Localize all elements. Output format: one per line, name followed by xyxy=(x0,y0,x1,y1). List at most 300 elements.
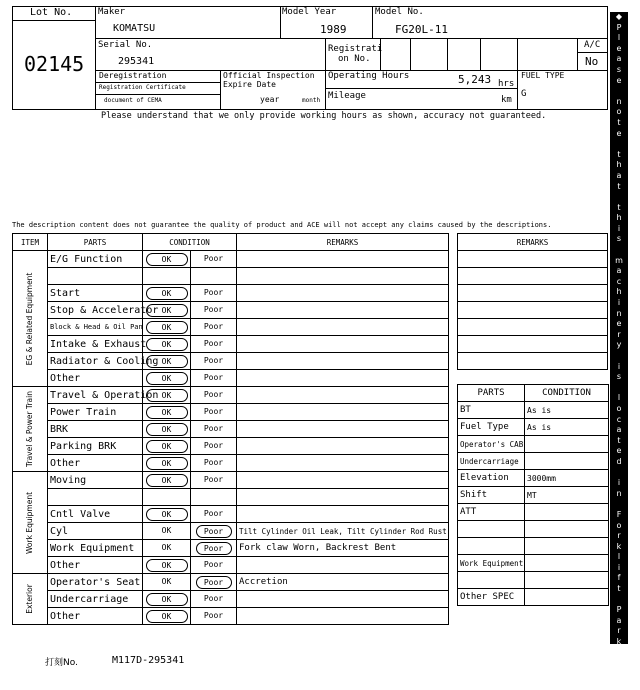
poor-circled: Poor xyxy=(196,542,232,555)
ok-circled: OK xyxy=(146,355,188,368)
sidebar-char: n xyxy=(616,658,622,668)
sidebar-char: c xyxy=(616,414,622,424)
remark-cell xyxy=(237,387,449,404)
ok-cell xyxy=(143,438,191,455)
spec-value: As is xyxy=(525,402,609,419)
part-name: Other xyxy=(48,370,143,387)
spec-value xyxy=(525,572,609,589)
sidebar-char: P xyxy=(616,605,622,615)
sidebar-char xyxy=(610,139,628,150)
sidebar-char: t xyxy=(617,181,621,191)
table-row xyxy=(13,523,449,540)
remark-cell xyxy=(237,404,449,421)
hours-notice: Please understand that we only provide working hours as shown, accuracy not guaranteed. xyxy=(101,111,547,121)
sidebar-char: l xyxy=(617,33,621,43)
spec-part: Work Equipment xyxy=(458,555,525,572)
poor-option: Poor xyxy=(203,475,224,484)
sidebar-char xyxy=(610,86,628,97)
sidebar-char: a xyxy=(616,54,622,64)
part-name: Other xyxy=(48,608,143,625)
part-name: BRK xyxy=(48,421,143,438)
poor-cell xyxy=(191,421,237,438)
condition-header: CONDITION xyxy=(143,234,237,251)
spec-value xyxy=(525,436,609,453)
sidebar-char: e xyxy=(616,446,622,456)
part-name: Other xyxy=(48,557,143,574)
part-name: Intake & Exhaust xyxy=(48,336,143,353)
ok-circled: OK xyxy=(146,559,188,572)
mileage-label: Mileage xyxy=(328,91,366,101)
spec-row xyxy=(458,538,609,555)
ac-value: No xyxy=(585,55,599,68)
ok-cell xyxy=(143,251,191,268)
sidebar-char: i xyxy=(617,298,621,308)
poor-option: Poor xyxy=(203,390,224,399)
spec-row xyxy=(458,555,609,572)
spec-part: Fuel Type xyxy=(458,419,525,436)
ok-cell xyxy=(143,285,191,302)
spec-part xyxy=(458,572,525,589)
poor-cell xyxy=(191,523,237,540)
spec-value xyxy=(525,521,609,538)
item-group-label: Travel & Power Train xyxy=(24,391,34,467)
part-name: Moving xyxy=(48,472,143,489)
ok-cell xyxy=(143,506,191,523)
table-row xyxy=(13,387,449,404)
ok-circled: OK xyxy=(146,287,188,300)
sidebar-char: o xyxy=(616,403,622,413)
operating-hours-label: Operating Hours xyxy=(328,71,410,81)
sidebar-char: t xyxy=(617,149,621,159)
ok-cell xyxy=(143,353,191,370)
sidebar-char: s xyxy=(616,234,622,244)
spec-value: MT xyxy=(525,487,609,504)
poor-option: Poor xyxy=(203,560,224,569)
parts-header: PARTS xyxy=(48,234,143,251)
part-name: E/G Function xyxy=(48,251,143,268)
sidebar-char: r xyxy=(617,329,621,339)
part-name: Power Train xyxy=(48,404,143,421)
sidebar-char: t xyxy=(617,117,621,127)
remark-cell: Tilt Cylinder Oil Leak, Tilt Cylinder Rod Rust xyxy=(237,523,449,540)
right-remarks-row xyxy=(458,319,608,336)
spec-value xyxy=(525,504,609,521)
sidebar-char: i xyxy=(617,647,621,657)
condition-table xyxy=(12,233,449,625)
ok-cell xyxy=(143,523,191,540)
poor-option: Poor xyxy=(203,509,224,518)
sidebar-char: k xyxy=(616,541,622,551)
sidebar-char: a xyxy=(616,425,622,435)
item-header: ITEM xyxy=(13,234,48,251)
spec-value xyxy=(525,589,609,606)
ok-option: OK xyxy=(161,577,172,586)
km-label: km xyxy=(501,95,512,105)
remark-cell xyxy=(237,319,449,336)
remark-cell xyxy=(237,472,449,489)
sidebar-char: n xyxy=(616,308,622,318)
sidebar-char xyxy=(610,351,628,362)
poor-cell xyxy=(191,268,237,285)
poor-cell xyxy=(191,489,237,506)
spec-row xyxy=(458,419,609,436)
sidebar-char: o xyxy=(616,520,622,530)
item-group-label: Exterior xyxy=(24,584,34,614)
item-group-cell xyxy=(13,472,48,574)
sidebar-char: e xyxy=(616,75,622,85)
table-row xyxy=(13,285,449,302)
table-row xyxy=(13,319,449,336)
poor-cell xyxy=(191,251,237,268)
part-name xyxy=(48,268,143,285)
spec-part xyxy=(458,521,525,538)
spec-row xyxy=(458,402,609,419)
sidebar-char xyxy=(610,192,628,203)
month-label: month xyxy=(302,97,321,104)
sidebar-char: o xyxy=(616,107,622,117)
sidebar-char: a xyxy=(616,170,622,180)
remark-cell xyxy=(237,370,449,387)
remark-cell xyxy=(237,251,449,268)
remark-cell xyxy=(237,336,449,353)
sidebar-char: a xyxy=(616,266,622,276)
ok-cell xyxy=(143,591,191,608)
fuel-type-label: FUEL TYPE xyxy=(521,71,565,80)
ok-circled: OK xyxy=(146,508,188,521)
ok-cell xyxy=(143,336,191,353)
poor-cell xyxy=(191,285,237,302)
sidebar-char: m xyxy=(615,255,623,265)
poor-cell xyxy=(191,336,237,353)
sidebar-char: F xyxy=(616,509,622,519)
table-row xyxy=(13,404,449,421)
sidebar-char: a xyxy=(616,615,622,625)
ok-cell xyxy=(143,370,191,387)
poor-cell xyxy=(191,302,237,319)
poor-cell xyxy=(191,370,237,387)
ac-label: A/C xyxy=(584,40,601,50)
poor-option: Poor xyxy=(203,407,224,416)
poor-option: Poor xyxy=(203,288,224,297)
sidebar-char: e xyxy=(616,128,622,138)
right-remarks-header: REMARKS xyxy=(458,234,608,251)
item-group-cell xyxy=(13,251,48,387)
remark-cell: Fork claw Worn, Backrest Bent xyxy=(237,540,449,557)
ok-option: OK xyxy=(161,526,172,535)
poor-cell xyxy=(191,353,237,370)
item-group-label: Work Equipment xyxy=(24,491,34,554)
sidebar-char: h xyxy=(616,160,622,170)
table-row xyxy=(13,574,449,591)
right-remarks-row xyxy=(458,251,608,268)
sidebar-char: i xyxy=(617,361,621,371)
poor-option: Poor xyxy=(203,594,224,603)
ok-cell xyxy=(143,455,191,472)
sidebar-char: t xyxy=(617,202,621,212)
part-name: Work Equipment xyxy=(48,540,143,557)
model-no-label: Model No. xyxy=(375,7,424,17)
year-label: year xyxy=(260,95,280,104)
ok-circled: OK xyxy=(146,253,188,266)
lot-no-label: Lot No. xyxy=(30,7,73,18)
remark-cell xyxy=(237,353,449,370)
sidebar-char: h xyxy=(616,287,622,297)
lot-no-value: 02145 xyxy=(24,52,85,76)
ok-cell xyxy=(143,574,191,591)
sidebar-char: g xyxy=(616,668,622,678)
spec-part: Shift xyxy=(458,487,525,504)
spec-row xyxy=(458,487,609,504)
spec-parts-header: PARTS xyxy=(458,385,525,402)
table-row xyxy=(13,438,449,455)
part-name: Cyl xyxy=(48,523,143,540)
sidebar-char: i xyxy=(617,223,621,233)
table-row xyxy=(13,268,449,285)
model-no-value: FG20L-11 xyxy=(395,23,448,36)
maker-value: KOMATSU xyxy=(113,23,156,34)
table-row xyxy=(13,506,449,523)
table-row xyxy=(13,591,449,608)
poor-cell xyxy=(191,438,237,455)
poor-cell xyxy=(191,319,237,336)
sidebar-char: r xyxy=(617,531,621,541)
poor-circled: Poor xyxy=(196,525,232,538)
remark-cell xyxy=(237,302,449,319)
poor-option: Poor xyxy=(203,441,224,450)
sidebar-char: n xyxy=(616,96,622,106)
ok-cell xyxy=(143,302,191,319)
remark-cell: Accretion xyxy=(237,574,449,591)
spec-condition-header: CONDITION xyxy=(525,385,609,402)
remark-cell xyxy=(237,438,449,455)
ok-cell xyxy=(143,472,191,489)
spec-value xyxy=(525,555,609,572)
sidebar-char: t xyxy=(617,584,621,594)
sidebar-char xyxy=(610,468,628,479)
sidebar-char xyxy=(610,595,628,606)
poor-cell xyxy=(191,472,237,489)
spec-row xyxy=(458,521,609,538)
ok-circled: OK xyxy=(146,406,188,419)
serial-no-value: 295341 xyxy=(118,56,155,67)
ok-cell xyxy=(143,268,191,285)
fuel-type-value: G xyxy=(521,89,527,99)
sidebar-char: l xyxy=(617,393,621,403)
ok-circled: OK xyxy=(146,474,188,487)
item-group-cell xyxy=(13,387,48,472)
sidebar-char: ◆ xyxy=(615,679,623,689)
sidebar-char: d xyxy=(616,456,622,466)
table-row xyxy=(13,557,449,574)
spec-row xyxy=(458,504,609,521)
registration-label-2: on No. xyxy=(338,54,371,64)
table-row xyxy=(13,421,449,438)
part-name: Stop & Accelerator xyxy=(48,302,143,319)
remark-cell xyxy=(237,608,449,625)
poor-cell xyxy=(191,608,237,625)
sidebar-char: y xyxy=(616,340,622,350)
table-row xyxy=(13,353,449,370)
part-name xyxy=(48,489,143,506)
part-name: Other xyxy=(48,455,143,472)
table-row xyxy=(13,608,449,625)
spec-table xyxy=(457,384,609,606)
poor-cell xyxy=(191,591,237,608)
right-remarks-row xyxy=(458,336,608,353)
table-row xyxy=(13,336,449,353)
table-row xyxy=(13,540,449,557)
ok-circled: OK xyxy=(146,440,188,453)
poor-option: Poor xyxy=(203,611,224,620)
sidebar-char xyxy=(610,245,628,256)
ok-option: OK xyxy=(161,543,172,552)
sidebar-char: f xyxy=(617,573,621,583)
remarks-header: REMARKS xyxy=(237,234,449,251)
ok-circled: OK xyxy=(146,593,188,606)
operating-hours-value: 5,243 xyxy=(458,73,492,86)
spec-part: Elevation xyxy=(458,470,525,487)
deregistration-label: Deregistration xyxy=(99,71,167,80)
table-row xyxy=(13,302,449,319)
serial-no-label: Serial No. xyxy=(98,40,153,50)
model-year-value: 1989 xyxy=(320,23,347,36)
poor-cell xyxy=(191,557,237,574)
remark-cell xyxy=(237,591,449,608)
spec-part: Operator's CAB xyxy=(458,436,525,453)
sidebar-char: e xyxy=(616,43,622,53)
table-row xyxy=(13,455,449,472)
ok-circled: OK xyxy=(146,610,188,623)
remark-cell xyxy=(237,455,449,472)
table-row xyxy=(13,370,449,387)
part-name: Undercarriage xyxy=(48,591,143,608)
spec-row xyxy=(458,589,609,606)
poor-option: Poor xyxy=(203,322,224,331)
table-row xyxy=(13,251,449,268)
spec-value: 3000mm xyxy=(525,470,609,487)
inspection-label: Official Inspection xyxy=(223,71,315,80)
sidebar-char xyxy=(610,383,628,394)
right-remarks-row xyxy=(458,302,608,319)
poor-option: Poor xyxy=(203,254,224,263)
sidebar-char: t xyxy=(617,435,621,445)
spec-part: BT xyxy=(458,402,525,419)
spec-value: As is xyxy=(525,419,609,436)
poor-option: Poor xyxy=(203,339,224,348)
ok-cell xyxy=(143,557,191,574)
location-notice-sidebar xyxy=(610,12,628,689)
part-name: Block & Head & Oil Pan xyxy=(48,319,143,336)
sidebar-char: s xyxy=(616,64,622,74)
sidebar-char: s xyxy=(616,372,622,382)
poor-cell xyxy=(191,574,237,591)
poor-option: Poor xyxy=(203,373,224,382)
right-remarks-table xyxy=(457,233,608,370)
spec-row xyxy=(458,572,609,589)
sidebar-char: i xyxy=(617,562,621,572)
inspection-label-2: Expire Date xyxy=(223,80,276,89)
ok-cell xyxy=(143,404,191,421)
hrs-label: hrs xyxy=(498,79,515,89)
part-name: Parking BRK xyxy=(48,438,143,455)
table-row xyxy=(13,472,449,489)
stamp-label: 打刻No. xyxy=(45,658,78,668)
part-name: Operator's Seat xyxy=(48,574,143,591)
ok-circled: OK xyxy=(146,338,188,351)
ok-circled: OK xyxy=(146,304,188,317)
description-notice: The description content does not guarantee the quality of product and ACE will not accept any claims caused by the descriptions. xyxy=(12,221,552,229)
poor-option: Poor xyxy=(203,356,224,365)
item-group-label: EG & Related Equipment xyxy=(24,272,34,365)
remark-cell xyxy=(237,489,449,506)
poor-circled: Poor xyxy=(196,576,232,589)
ok-cell xyxy=(143,387,191,404)
poor-option: Poor xyxy=(203,458,224,467)
spec-row xyxy=(458,436,609,453)
stamp-value: M117D-295341 xyxy=(112,655,185,666)
sidebar-char xyxy=(610,499,628,510)
sidebar-char: k xyxy=(616,637,622,647)
spec-value xyxy=(525,453,609,470)
ok-circled: OK xyxy=(146,389,188,402)
remark-cell xyxy=(237,268,449,285)
sidebar-char: n xyxy=(616,488,622,498)
ok-circled: OK xyxy=(146,423,188,436)
spec-part: Undercarriage xyxy=(458,453,525,470)
remark-cell xyxy=(237,421,449,438)
remark-cell xyxy=(237,285,449,302)
sidebar-char: P xyxy=(616,22,622,32)
cema-label: document of CEMA xyxy=(104,97,162,104)
remark-cell xyxy=(237,506,449,523)
ok-circled: OK xyxy=(146,457,188,470)
spec-value xyxy=(525,538,609,555)
registration-certificate-label: Registration Certificate xyxy=(99,84,186,91)
right-remarks-row xyxy=(458,353,608,370)
spec-part: Other SPEC xyxy=(458,589,525,606)
right-remarks-row xyxy=(458,268,608,285)
part-name: Travel & Operation xyxy=(48,387,143,404)
part-name: Start xyxy=(48,285,143,302)
right-remarks-row xyxy=(458,285,608,302)
item-group-cell xyxy=(13,574,48,625)
spec-row xyxy=(458,453,609,470)
ok-cell xyxy=(143,421,191,438)
ok-circled: OK xyxy=(146,372,188,385)
poor-option: Poor xyxy=(203,424,224,433)
remark-cell xyxy=(237,557,449,574)
registration-label: Registrati xyxy=(328,44,383,54)
spec-row xyxy=(458,470,609,487)
part-name: Cntl Valve xyxy=(48,506,143,523)
sidebar-char: h xyxy=(616,213,622,223)
ok-cell xyxy=(143,608,191,625)
spec-part xyxy=(458,538,525,555)
sidebar-char: l xyxy=(617,552,621,562)
poor-option: Poor xyxy=(203,305,224,314)
ok-cell xyxy=(143,489,191,506)
maker-label: Maker xyxy=(98,7,126,17)
ok-circled: OK xyxy=(146,321,188,334)
sidebar-char: i xyxy=(617,478,621,488)
poor-cell xyxy=(191,404,237,421)
sidebar-char: ◆ xyxy=(615,12,623,21)
poor-cell xyxy=(191,387,237,404)
sidebar-char: e xyxy=(616,319,622,329)
poor-cell xyxy=(191,455,237,472)
table-row xyxy=(13,489,449,506)
poor-cell xyxy=(191,540,237,557)
